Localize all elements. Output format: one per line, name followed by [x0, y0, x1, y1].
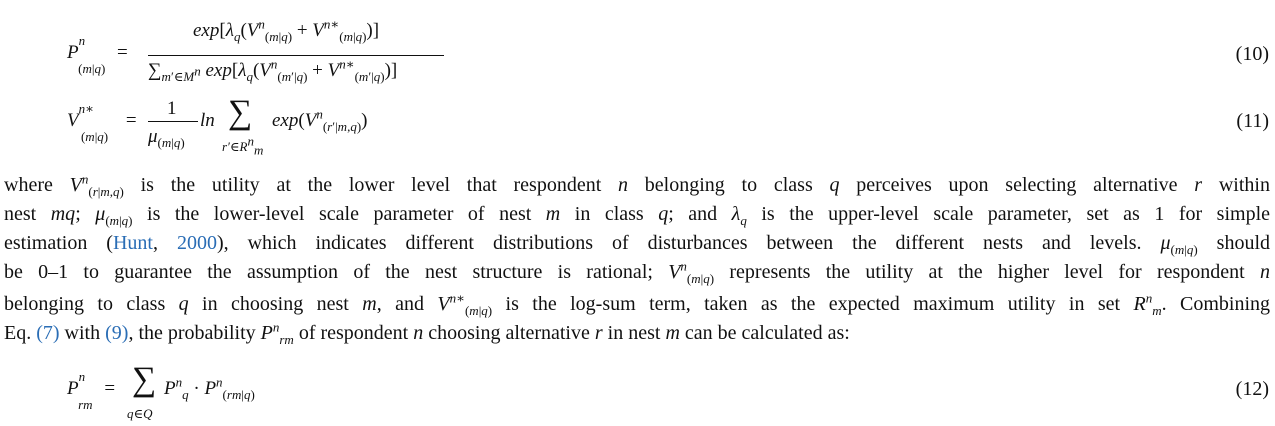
eq10-fraction-bar — [148, 55, 444, 56]
citation-hunt-link[interactable]: Hunt — [112, 232, 153, 254]
para-line-1: where $V^n_{(r|m,q)}$ is the utility at the lower level that respondent n belonging to class q perceives upon selecting alternative r within — [4, 171, 1270, 199]
eq10-lhs: $P^n_{(m|q)}$ = — [67, 32, 128, 76]
eq11-fraction-bar — [148, 121, 198, 122]
para-line-3: estimation (Hunt, 2000), which indicates different distributions of disturbances between the different nests and levels. $\mu_{(m|q)}$ should — [4, 232, 1271, 257]
citation-2000-link[interactable]: 2000 — [176, 232, 217, 254]
eq10-numerator: $\exp[\lambda_q(V^n_{(m|q)} + V^{n∗}_{(m|q)})]$ — [193, 16, 380, 44]
eq12-lhs: $P^n_{rm}$ = — [67, 368, 116, 412]
eq11-sum-sign: ∑ — [228, 94, 253, 131]
eq9-link[interactable]: (9) — [105, 322, 129, 344]
eq11-ln: ln — [200, 110, 215, 131]
eq12-term: $P^n_q \cdot P^n_{(rm|q)}$ — [164, 374, 255, 402]
eq11-lhs: $V^{n∗}_{(m|q)}$ = — [67, 100, 137, 144]
eq12-sum-sign: ∑ — [132, 361, 157, 398]
eq7-link[interactable]: (7) — [36, 322, 60, 344]
eq11-numerator: 1 — [167, 98, 177, 119]
eq10-denominator: $\sum_{m'\in M^n}$ $\exp[\lambda_q(V^n_{(m'|q)} + V^{n∗}_{(m'|q)})]$ — [148, 56, 398, 84]
para-line-4: be 0–1 to guarantee the assumption of the nest structure is rational; $V^n_{(m|q)}$ represents the utility at the higher level for respondent n — [4, 258, 1270, 286]
eq11-sum-index: $r'\in R^n_m$ — [222, 133, 264, 158]
para-line-2: nest mq; $\mu_{(m|q)}$ is the lower-level scale parameter of nest m in class q; and $\lambda_q$ is the upper-level scale parameter, set as 1 for simple — [4, 203, 1271, 228]
para-line-5: belonging to class q in choosing nest m, and $V^{n∗}_{(m|q)}$ is the log-sum term, taken as the expected maximum utility in set $R^n_m$. Combining — [4, 290, 1271, 318]
eq10-number: (10) — [1235, 43, 1269, 65]
para-line-6: Eq. (7) with (9), the probability $P^n_{rm}$ of respondent n choosing alternative r in nest m can be calculated as: — [4, 319, 850, 347]
body-paragraph — [4, 171, 1270, 348]
eq12-sum-index: q∈Q — [127, 406, 153, 421]
eq11-term: $\exp(V^n_{(r'|m,q)})$ — [272, 106, 368, 134]
eq11-denominator: $\mu_{(m|q)}$ — [148, 126, 185, 150]
eq11-number: (11) — [1236, 110, 1269, 132]
eq12-number: (12) — [1235, 378, 1269, 400]
